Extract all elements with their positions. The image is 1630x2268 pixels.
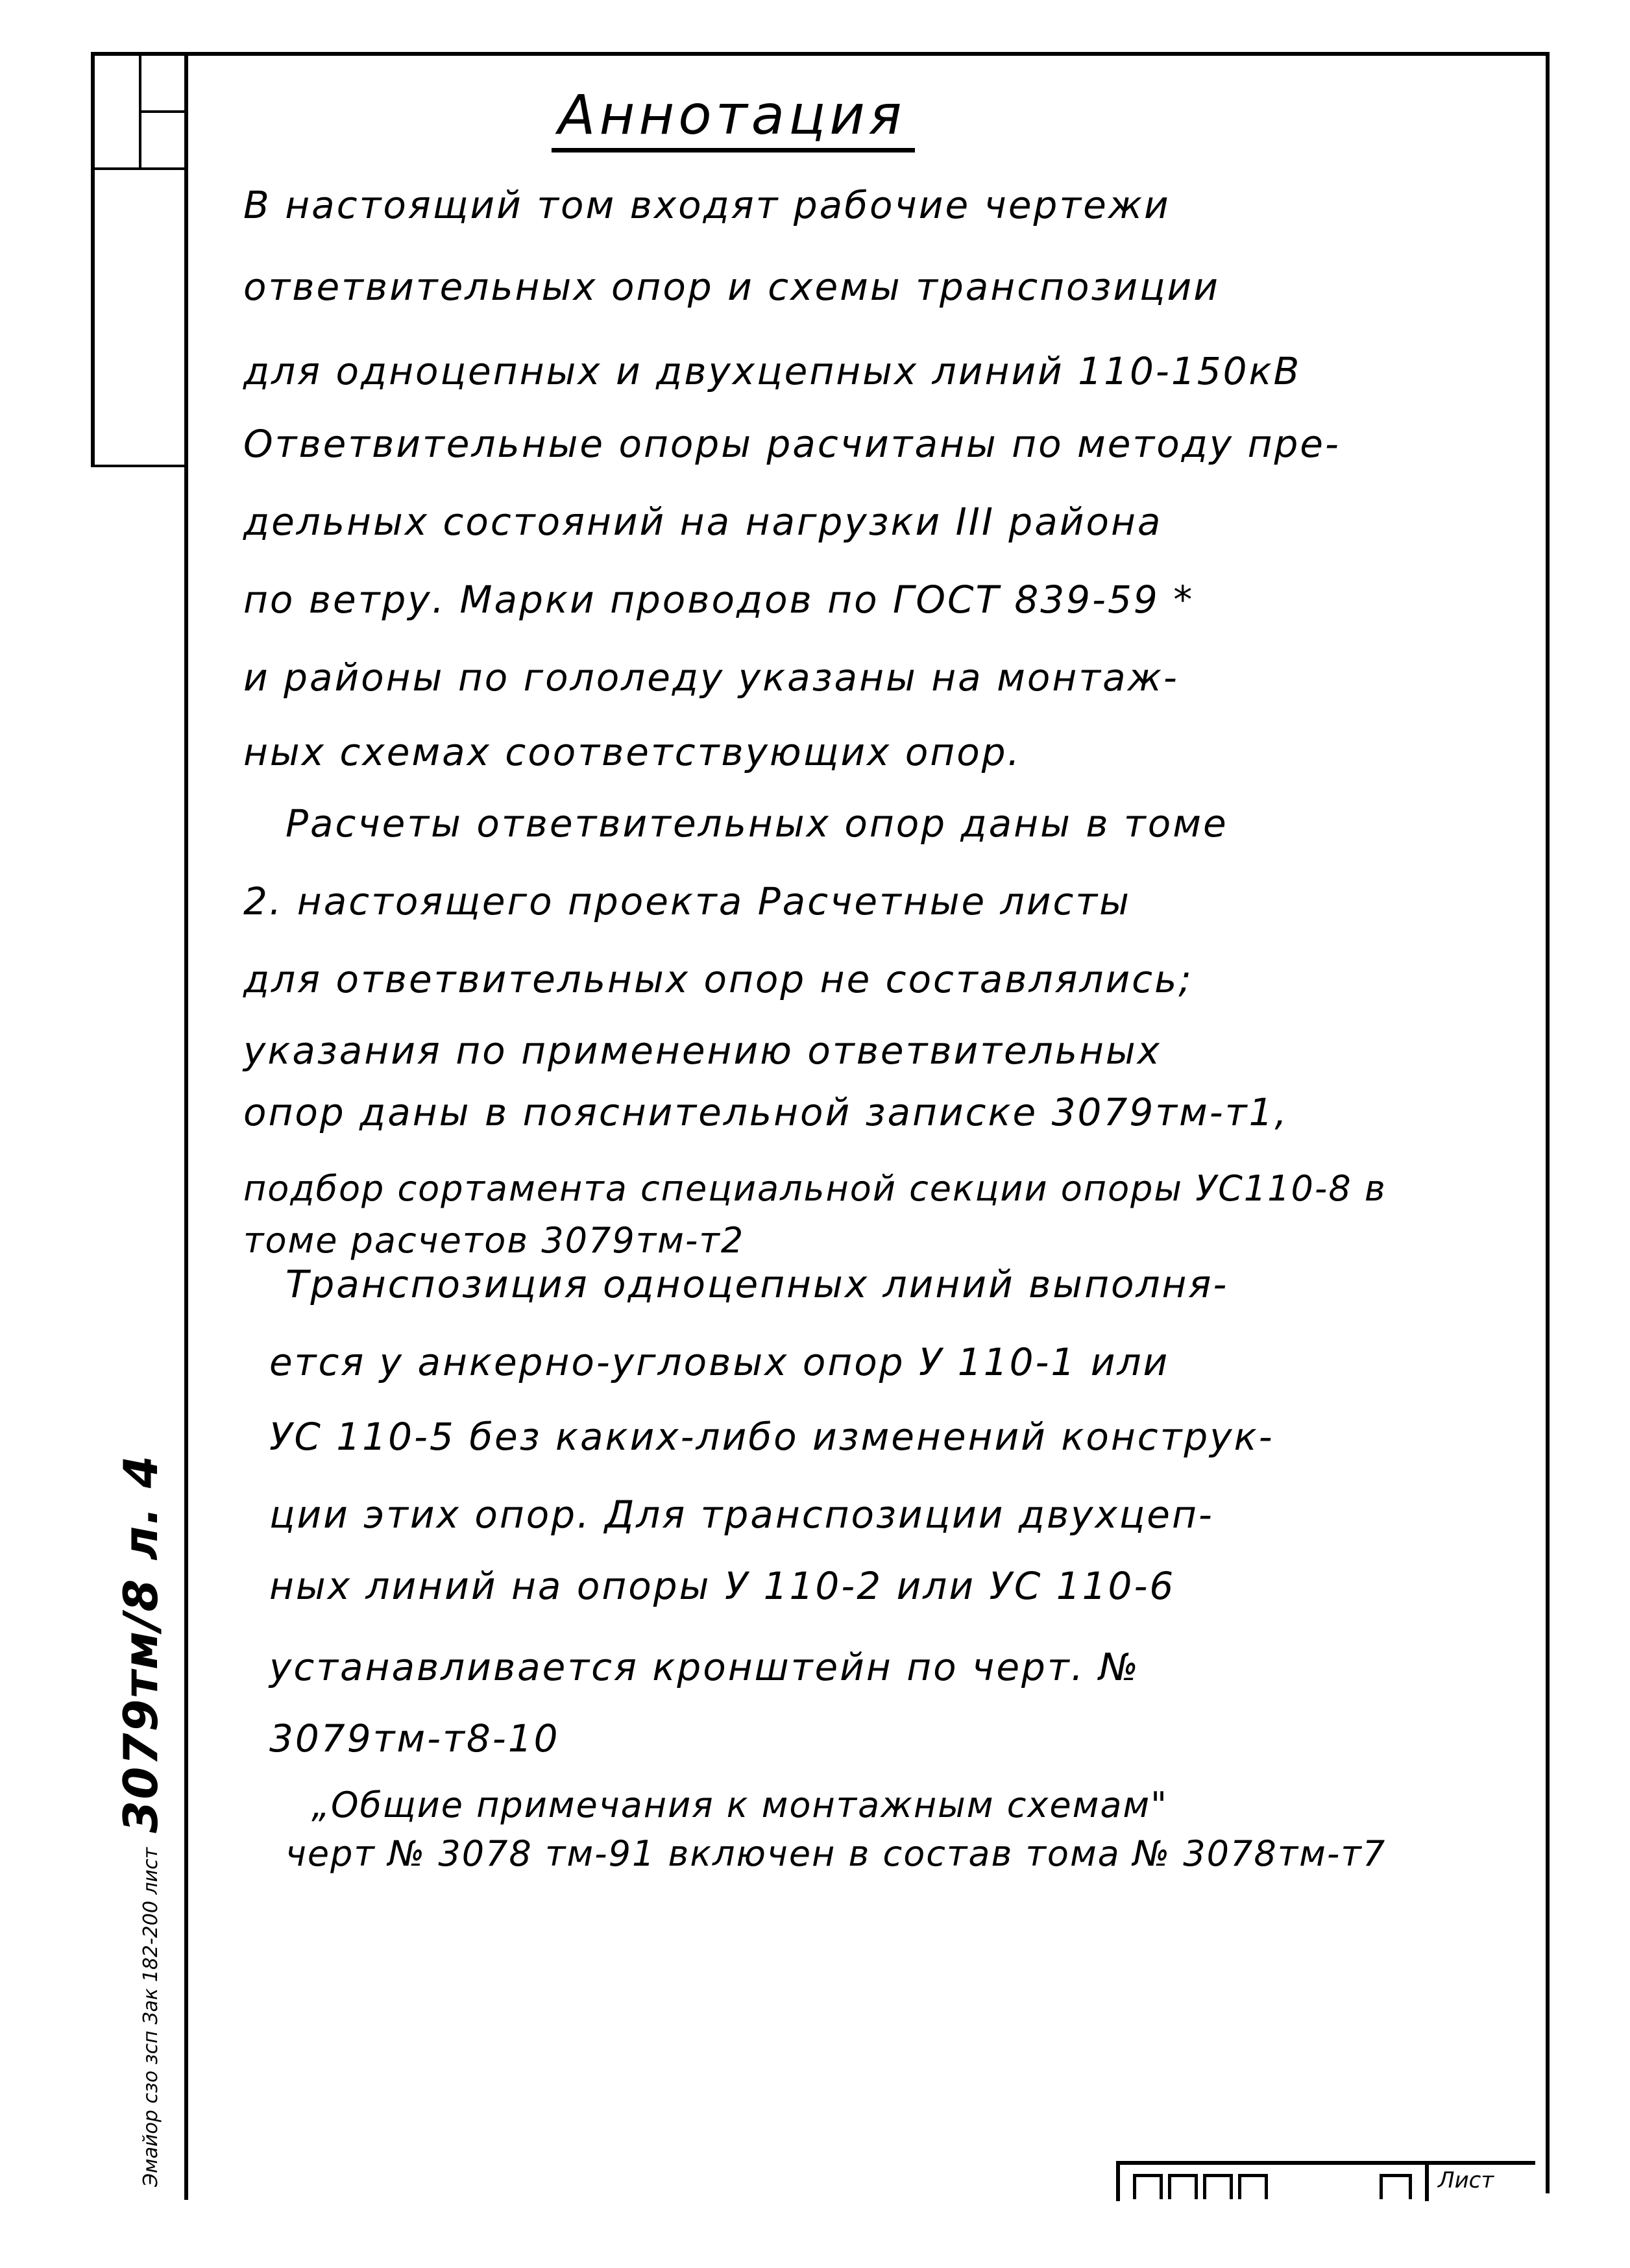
side-stamp	[114, 1454, 168, 2187]
frame-stub-h2	[91, 167, 187, 170]
frame-stub-h1	[139, 110, 186, 113]
title-underline	[552, 148, 915, 152]
text-line-11: для ответвительных опор не составлялись;	[243, 957, 1193, 1001]
text-line-5: дельных состояний на нагрузки III района	[243, 500, 1163, 544]
text-line-1: В настоящий том входят рабочие чертежи	[243, 183, 1171, 227]
text-line-16: Транспозиция одноцепных линий выполня-	[286, 1262, 1229, 1306]
title-block-separator	[1425, 2165, 1429, 2201]
text-line-18: УС 110-5 без каких-либо изменений конструк-	[269, 1415, 1274, 1459]
frame-inner-left-border	[184, 52, 188, 2200]
text-line-23: „Общие примечания к монтажным схемам"	[311, 1785, 1168, 1825]
title-block-mark	[1380, 2174, 1412, 2199]
frame-right-border	[1546, 52, 1550, 2193]
sheet-label: Лист	[1438, 2167, 1494, 2193]
title-block-mark	[1168, 2174, 1198, 2199]
text-line-10: 2. настоящего проекта Расчетные листы	[243, 879, 1131, 923]
text-line-2: ответвительных опор и схемы транспозиции	[243, 265, 1220, 309]
text-line-12: указания по применению ответвительных	[243, 1029, 1162, 1073]
text-line-24: черт № 3078 тм-91 включен в состав тома № 3078тм-т7	[286, 1833, 1387, 1874]
title-block-mark	[1203, 2174, 1233, 2199]
text-line-9: Расчеты ответвительных опор даны в томе	[286, 801, 1228, 846]
text-line-22: 3079тм-т8-10	[269, 1716, 560, 1761]
title-block-mark	[1133, 2174, 1163, 2199]
frame-left-border	[91, 52, 95, 467]
text-line-3: для одноцепных и двухцепных линий 110-150кВ	[243, 349, 1302, 393]
text-line-15: томе расчетов 3079тм-т2	[243, 1220, 745, 1261]
text-line-4: Ответвительные опоры расчитаны по методу пре-	[243, 422, 1341, 466]
text-line-13: опор даны в пояснительной записке 3079тм-т1,	[243, 1090, 1289, 1134]
text-line-6: по ветру. Марки проводов по ГОСТ 839-59 *	[243, 578, 1195, 622]
text-line-7: и районы по гололеду указаны на монтаж-	[243, 655, 1179, 700]
text-line-19: ции этих опор. Для транспозиции двухцеп-	[269, 1493, 1214, 1537]
text-line-17: ется у анкерно-угловых опор У 110-1 или	[269, 1340, 1170, 1384]
text-line-20: ных линий на опоры У 110-2 или УС 110-6	[269, 1564, 1176, 1608]
title-block-mark	[1238, 2174, 1268, 2199]
text-line-8: ных схемах соответствующих опор.	[243, 730, 1021, 774]
side-stamp-small-text: Эмайор сзо зсп Зак 182-200 лист	[140, 1847, 162, 2187]
side-stamp-code: 3079тм/8 л. 4	[114, 1454, 168, 1833]
title-block	[1116, 2161, 1535, 2201]
text-line-21: устанавливается кронштейн по черт. №	[269, 1645, 1140, 1689]
document-title: Аннотация	[558, 83, 906, 147]
text-line-14: подбор сортамента специальной секции опоры УС110-8 в	[243, 1168, 1387, 1209]
frame-top-border	[91, 52, 1550, 56]
frame-stub-h3	[91, 465, 187, 467]
